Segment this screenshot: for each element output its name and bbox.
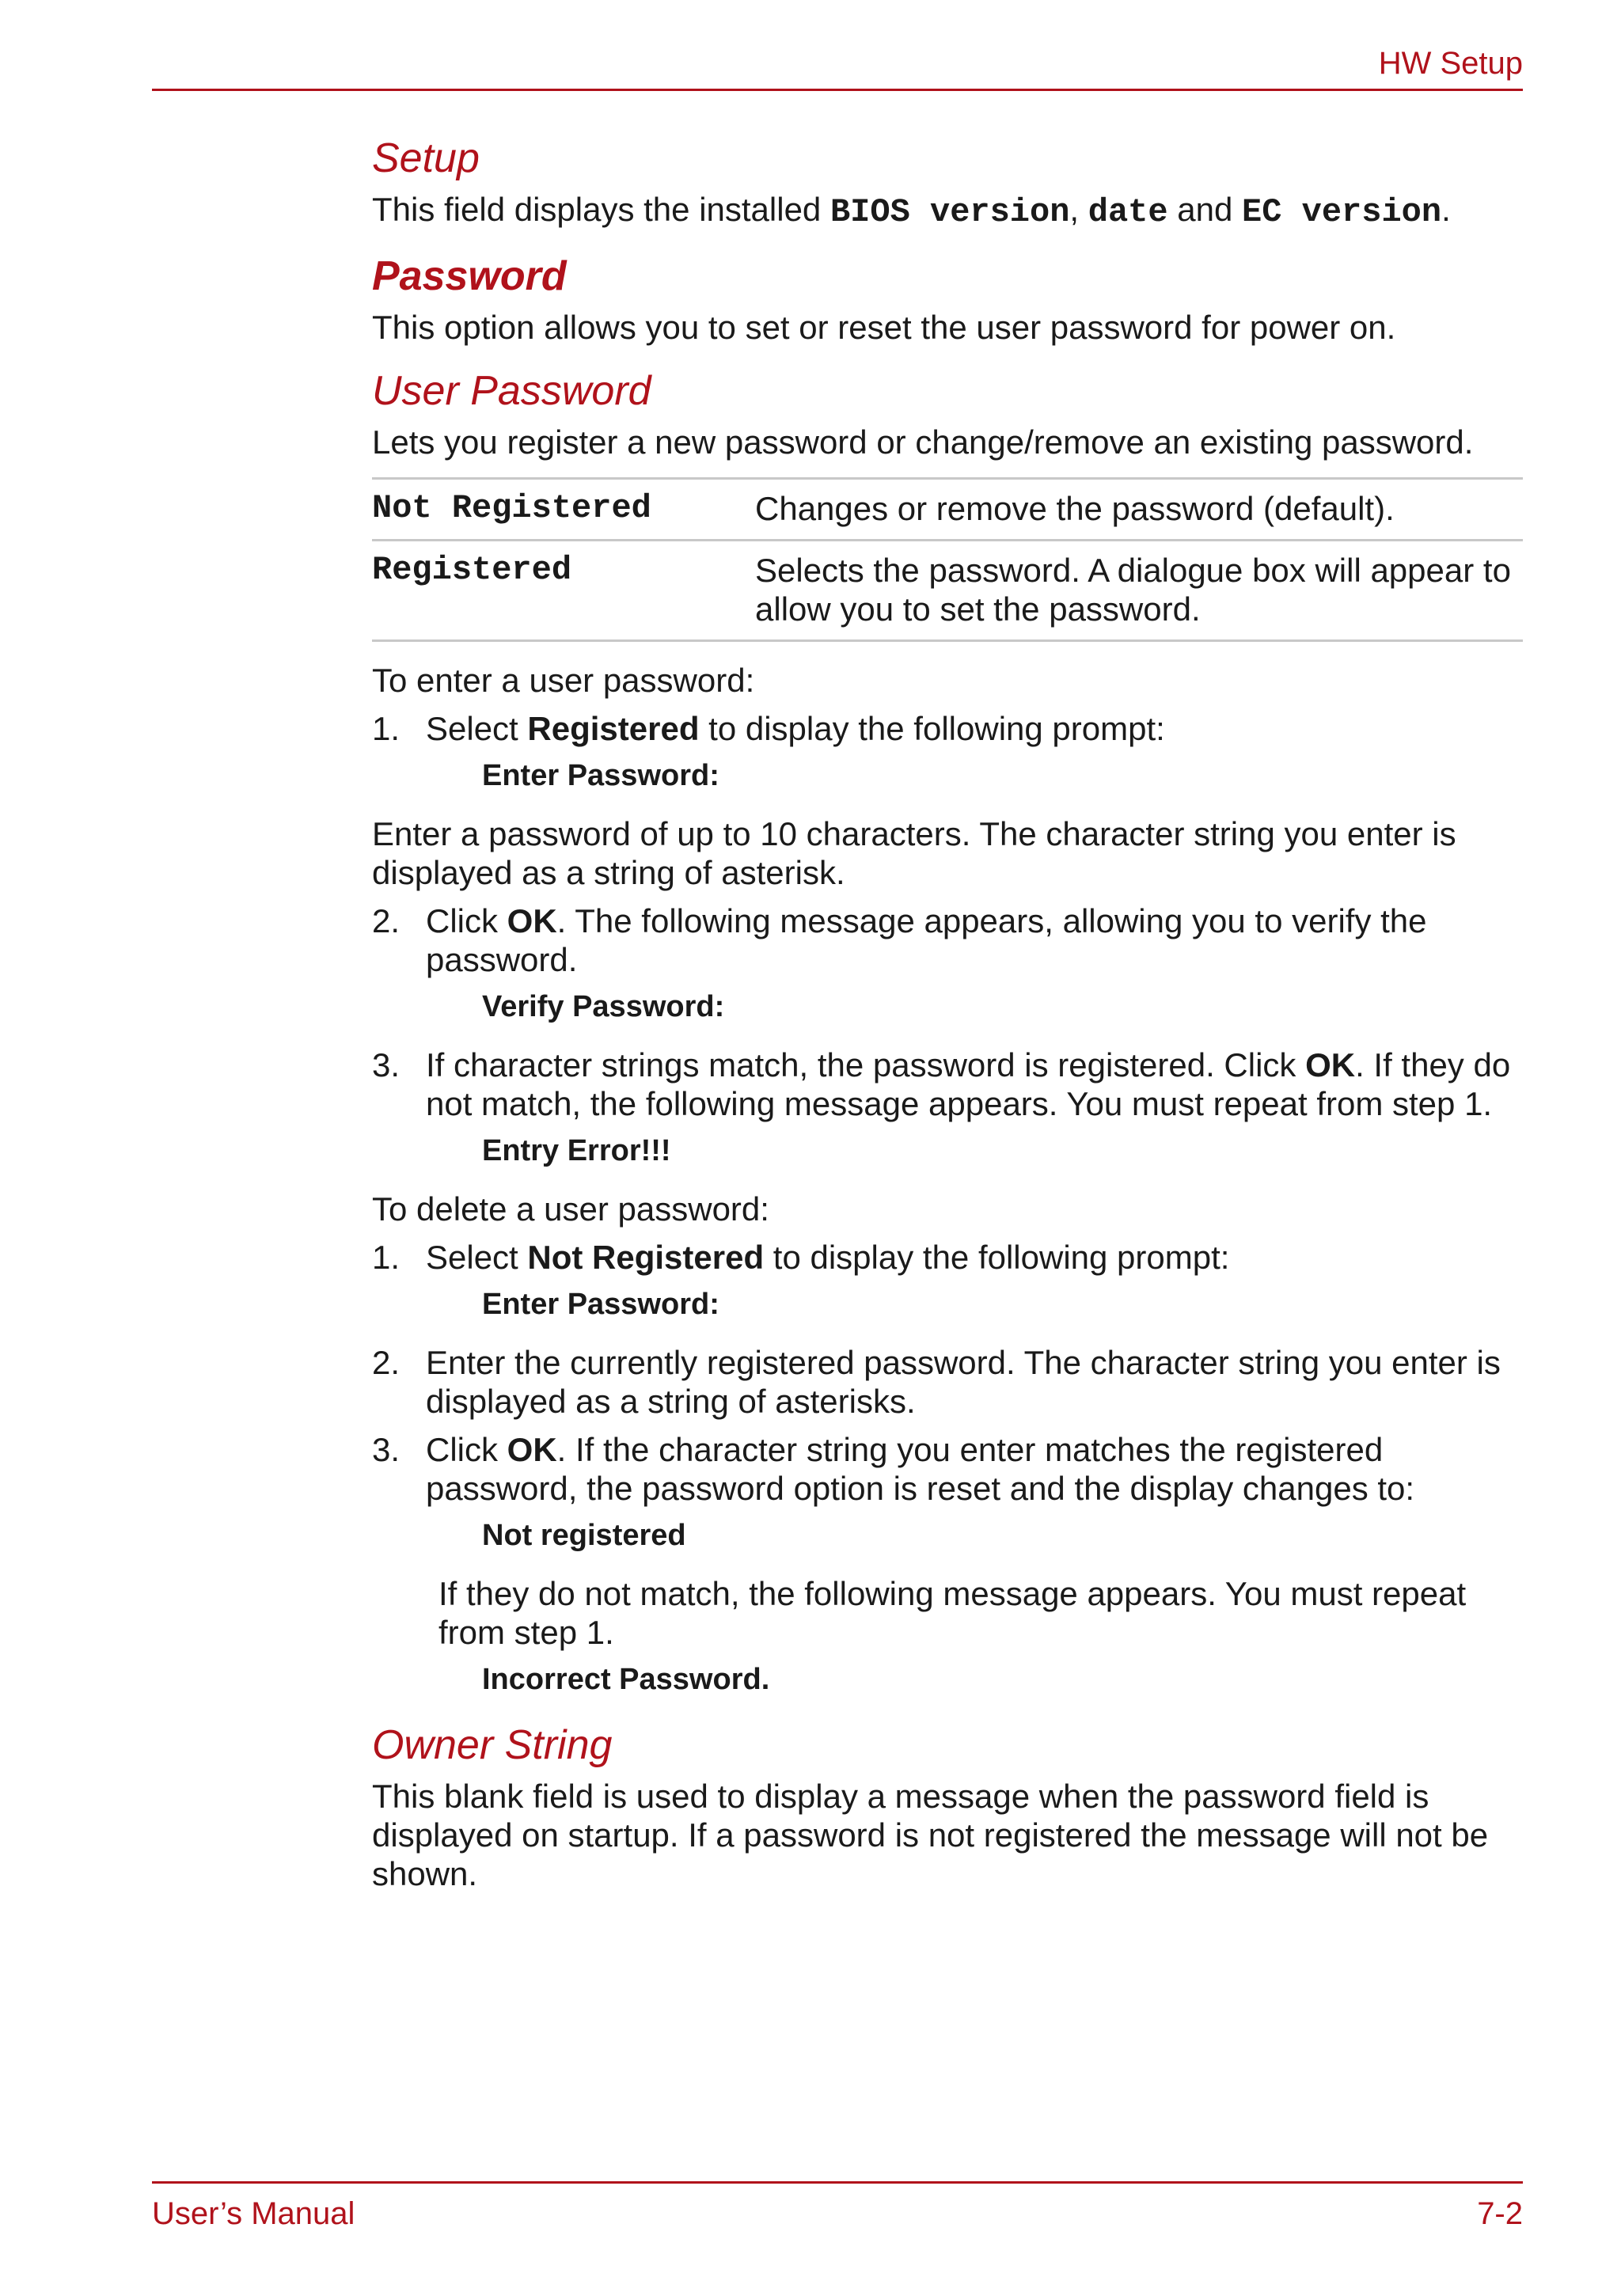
delete-step-2 bbox=[372, 1343, 1523, 1421]
delete-step-1 bbox=[372, 1238, 1523, 1277]
option-key: Registered bbox=[372, 551, 572, 589]
delete-step-3 bbox=[372, 1430, 1523, 1508]
step-number: 3. bbox=[372, 1431, 401, 1468]
step-emphasis: OK bbox=[1305, 1046, 1356, 1083]
setup-text: This field displays the installed bbox=[372, 191, 830, 228]
option-description: Changes or remove the password (default). bbox=[755, 490, 1395, 527]
step-text-part: Select bbox=[426, 710, 528, 747]
enter-step-3 bbox=[372, 1046, 1523, 1123]
step-text-part: Select bbox=[426, 1239, 528, 1276]
page-content bbox=[372, 135, 1523, 1914]
step-text-part: to display the following prompt: bbox=[699, 710, 1165, 747]
setup-text: and bbox=[1167, 191, 1243, 228]
table-row bbox=[372, 480, 1523, 541]
enter-step-2 bbox=[372, 901, 1523, 979]
delete-intro: To delete a user password: bbox=[372, 1190, 769, 1228]
step-number: 2. bbox=[372, 902, 401, 939]
step-emphasis: OK bbox=[507, 902, 557, 939]
prompt-message: Enter Password: bbox=[482, 759, 719, 792]
step-text: Enter the currently registered password. The character string you enter is displayed as a string of asterisks. bbox=[426, 1344, 1501, 1420]
step-text-part: . The following message appears, allowing you to verify the password. bbox=[426, 902, 1427, 978]
option-description: Selects the password. A dialogue box will appear to allow you to set the password. bbox=[755, 552, 1511, 628]
date-code: date bbox=[1088, 193, 1168, 231]
header-rule bbox=[152, 89, 1523, 91]
step-text bbox=[426, 709, 1523, 748]
setup-paragraph bbox=[372, 190, 1523, 232]
setup-text: . bbox=[1441, 191, 1451, 228]
table-row bbox=[372, 541, 1523, 642]
enter-explanation: Enter a password of up to 10 characters. The character string you enter is displayed as a string of asterisk. bbox=[372, 815, 1456, 891]
owner-string-heading: Owner String bbox=[372, 1722, 613, 1768]
mismatch-paragraph: If they do not match, the following message appears. You must repeat from step 1. bbox=[438, 1575, 1467, 1651]
password-paragraph: This option allows you to set or reset the user password for power on. bbox=[372, 309, 1396, 346]
prompt-message: Entry Error!!! bbox=[482, 1134, 671, 1167]
step-text-part: Click bbox=[426, 1431, 507, 1468]
page-number: 7-2 bbox=[1477, 2196, 1523, 2231]
step-number: 1. bbox=[372, 710, 401, 747]
step-emphasis: OK bbox=[507, 1431, 557, 1468]
footer-manual-title: User’s Manual bbox=[152, 2196, 355, 2231]
step-text-part: . If the character string you enter matches the registered password, the password option is reset and the display changes to: bbox=[426, 1431, 1415, 1507]
option-key: Not Registered bbox=[372, 489, 651, 527]
setup-heading: Setup bbox=[372, 135, 480, 181]
owner-string-paragraph: This blank field is used to display a message when the password field is displayed on startup. If a password is not registered the message will not be shown. bbox=[372, 1778, 1489, 1892]
enter-intro: To enter a user password: bbox=[372, 662, 755, 699]
options-table bbox=[372, 477, 1523, 642]
running-header: HW Setup bbox=[1378, 46, 1523, 81]
step-text-part: If character strings match, the password is registered. Click bbox=[426, 1046, 1306, 1083]
ec-version-code: EC version bbox=[1242, 193, 1442, 231]
step-number: 2. bbox=[372, 1344, 401, 1381]
step-number: 3. bbox=[372, 1046, 401, 1083]
prompt-message: Enter Password: bbox=[482, 1288, 719, 1321]
prompt-message: Verify Password: bbox=[482, 990, 725, 1023]
enter-step-1 bbox=[372, 709, 1523, 748]
step-text bbox=[426, 1046, 1523, 1123]
step-emphasis: Not Registered bbox=[527, 1239, 765, 1276]
prompt-message: Incorrect Password. bbox=[482, 1663, 770, 1696]
step-text-part: . If they do not match, the following message appears. You must repeat from step 1. bbox=[426, 1046, 1511, 1122]
user-password-heading: User Password bbox=[372, 368, 651, 414]
footer-rule bbox=[152, 2181, 1523, 2184]
step-text bbox=[426, 1238, 1523, 1277]
step-text bbox=[426, 901, 1523, 979]
setup-text: , bbox=[1069, 191, 1088, 228]
step-emphasis: Registered bbox=[527, 710, 700, 747]
step-number: 1. bbox=[372, 1239, 401, 1276]
user-password-intro: Lets you register a new password or change/remove an existing password. bbox=[372, 423, 1474, 461]
password-heading: Password bbox=[372, 253, 567, 299]
prompt-message: Not registered bbox=[482, 1519, 686, 1552]
step-text-part: to display the following prompt: bbox=[764, 1239, 1230, 1276]
step-text-part: Click bbox=[426, 902, 507, 939]
bios-version-code: BIOS version bbox=[829, 193, 1070, 231]
step-text bbox=[426, 1430, 1523, 1508]
